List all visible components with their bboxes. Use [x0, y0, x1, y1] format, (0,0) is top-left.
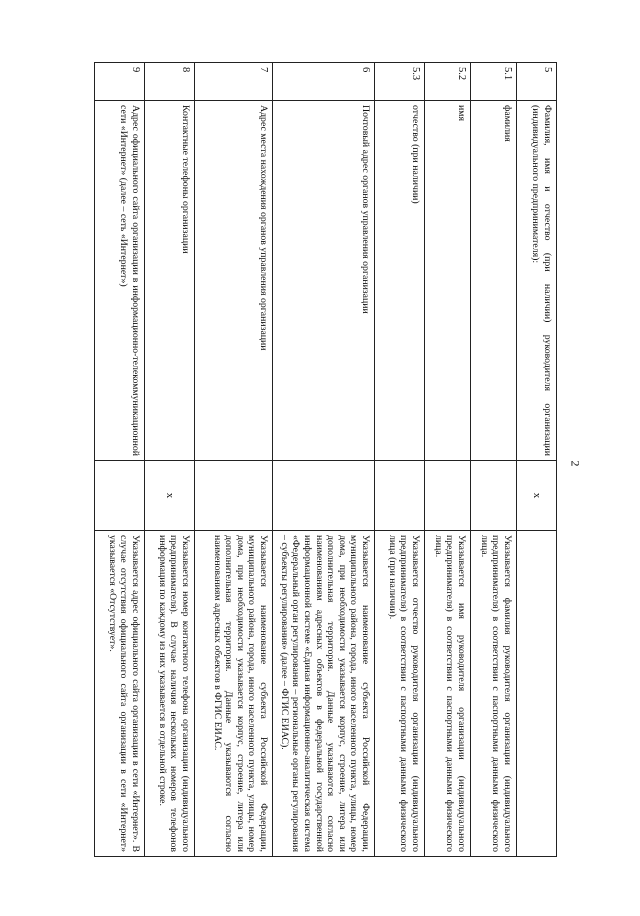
page-number: 2	[568, 460, 583, 467]
row-description: Указывается наименование субъекта Российской Федерации, муниципального района, города, иного населенного пункта, улицы, номер дома, при необходимости указывается корпус, строение, литера или дополнительная территория. Данные указываются согласно наименованиям адресных объектов в ФГИС ЕИАС.	[195, 531, 273, 857]
row-number: 5	[517, 63, 557, 101]
row-number: 9	[95, 63, 145, 101]
row-description: Указывается номер контактного телефона организации (индивидуального предпринимателя). В случае наличия нескольких номеров телефонов информация по каждому из них указывается в отдельной строке.	[145, 531, 195, 857]
row-description: Указывается фамилия руководителя организации (индивидуального предпринимателя) в соответствии с паспортными данными физического лица.	[471, 531, 517, 857]
row-description: Указывается отчество руководителя организации (индивидуального предпринимателя) в соответствии с паспортными данными физического лица (при наличии).	[375, 531, 425, 857]
row-number: 5.3	[375, 63, 425, 101]
table-row	[425, 63, 471, 857]
row-name: Адрес места нахождения органов управления организации	[195, 101, 273, 461]
row-name: отчество (при наличии)	[375, 101, 425, 461]
row-mark: х	[145, 461, 195, 531]
row-mark	[471, 461, 517, 531]
row-description: Указывается имя руководителя организации (индивидуального предпринимателя) в соответствии с паспортными данными физического лица.	[425, 531, 471, 857]
row-description	[517, 531, 557, 857]
row-description: Указывается адрес официального сайта организации в сети «Интернет». В случае отсутствия официального сайта организации в сети «Интернет» указывается «Отсутствует».	[95, 531, 145, 857]
row-mark	[273, 461, 375, 531]
row-mark	[425, 461, 471, 531]
row-name: фамилия	[471, 101, 517, 461]
row-mark	[375, 461, 425, 531]
row-description: Указывается наименование субъекта Российской Федерации, муниципального района, города, иного населенного пункта, улицы, номер дома, при необходимости указывается корпус, строение, литера или дополнительная территория. Данные указываются согласно наименованиям адресных объектов в федеральной государственной информационной системе «Единая информационно-аналитическая система «Федеральный орган регулирования – региональные органы регулирования – субъекты регулирования» (далее – ФГИС ЕИАС).	[273, 531, 375, 857]
row-number: 5.2	[425, 63, 471, 101]
table-row	[517, 63, 557, 857]
row-name: Адрес официального сайта организации в информационно-телекоммуникационной сети «Интернет» (далее – сеть «Интернет»)	[95, 101, 145, 461]
row-name: Почтовый адрес органов управления организации	[273, 101, 375, 461]
requirements-table	[94, 62, 557, 857]
row-mark	[195, 461, 273, 531]
row-number: 5.1	[471, 63, 517, 101]
table-row	[95, 63, 145, 857]
row-name: Фамилия, имя и отчество (при наличии) руководителя организации (индивидуального предпринимателя):	[517, 101, 557, 461]
row-mark	[95, 461, 145, 531]
row-number: 7	[195, 63, 273, 101]
table-row	[145, 63, 195, 857]
table-row	[195, 63, 273, 857]
table-row	[273, 63, 375, 857]
table-row	[375, 63, 425, 857]
row-name: имя	[425, 101, 471, 461]
document-table-rotated	[95, 62, 557, 856]
row-number: 8	[145, 63, 195, 101]
row-name: Контактные телефоны организации	[145, 101, 195, 461]
row-number: 6	[273, 63, 375, 101]
table-row	[471, 63, 517, 857]
row-mark: х	[517, 461, 557, 531]
